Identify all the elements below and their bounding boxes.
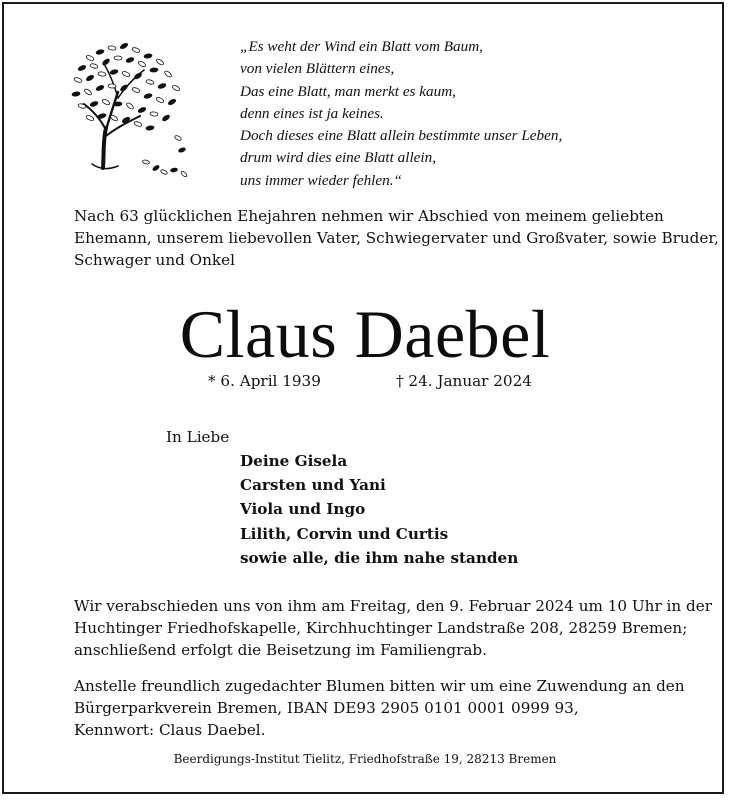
intro-line: Schwager und Onkel: [74, 250, 235, 269]
poem-line: von vielen Blättern eines,: [240, 60, 395, 78]
funeral-info-line: anschließend erfolgt die Beisetzung im Familiengrab.: [74, 640, 487, 659]
donation-info: [74, 676, 714, 741]
mourner: Lilith, Corvin und Curtis: [240, 524, 449, 543]
poem-line: Doch dieses eine Blatt allein bestimmte unser Leben,: [240, 127, 563, 145]
funeral-info: [74, 596, 714, 661]
poem-line: uns immer wieder fehlen.“: [240, 171, 402, 189]
poem-line: „Es weht der Wind ein Blatt vom Baum,: [240, 38, 483, 55]
birth-date: * 6. April 1939: [208, 372, 321, 390]
intro-line: Ehemann, unserem liebevollen Vater, Schwiegervater und Großvater, sowie Bruder,: [74, 228, 719, 247]
funeral-info-line: Wir verabschieden uns von ihm am Freitag, den 9. Februar 2024 um 10 Uhr in der: [74, 597, 712, 615]
mourner: sowie alle, die ihm nahe standen: [240, 548, 519, 567]
poem: [240, 36, 680, 192]
poem-line: denn eines ist ja keines.: [240, 104, 384, 122]
poem-line: Das eine Blatt, man merkt es kaum,: [240, 82, 456, 100]
deceased-name: Claus Daebel: [179, 296, 551, 372]
intro-line: Nach 63 glücklichen Ehejahren nehmen wir Abschied von meinem geliebten: [74, 207, 664, 225]
mourners-list: [240, 449, 518, 570]
donation-info-line: Anstelle freundlich zugedachter Blumen bitten wir um eine Zuwendung an den: [74, 677, 685, 695]
mourner: Deine Gisela: [240, 452, 348, 470]
tree-with-blowing-leaves-icon: [70, 38, 192, 184]
mourner: Carsten und Yani: [240, 476, 386, 495]
closing-phrase: In Liebe: [166, 428, 230, 446]
mourner: Viola und Ingo: [240, 500, 366, 519]
poem-line: drum wird dies eine Blatt allein,: [240, 149, 437, 167]
funeral-home-footer: Beerdigungs-Institut Tielitz, Friedhofstraße 19, 28213 Bremen: [173, 752, 557, 766]
death-date: † 24. Januar 2024: [396, 372, 532, 390]
intro-text: [74, 206, 719, 271]
donation-info-line: Bürgerparkverein Bremen, IBAN DE93 2905 0101 0001 0999 93,: [74, 698, 579, 717]
funeral-info-line: Huchtinger Friedhofskapelle, Kirchhuchtinger Landstraße 208, 28259 Bremen;: [74, 618, 688, 637]
donation-info-line: Kennwort: Claus Daebel.: [74, 720, 266, 739]
